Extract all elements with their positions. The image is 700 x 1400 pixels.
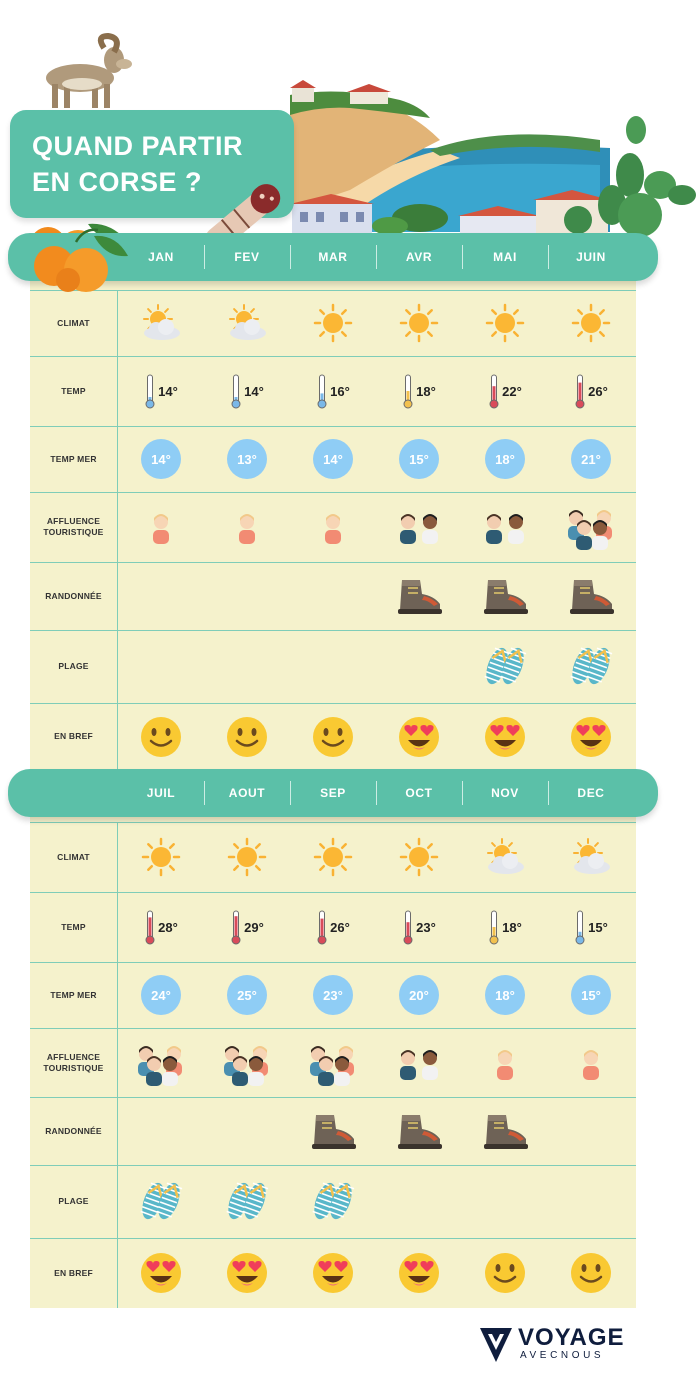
- month-separator: [462, 781, 463, 805]
- thermometer-icon: [488, 373, 500, 409]
- randonnee-cell: [204, 562, 290, 630]
- row-label-text: PLAGE: [58, 661, 89, 671]
- row-label-text: TEMP MER: [50, 989, 97, 1000]
- temp-cell: [118, 356, 204, 426]
- temp-mer-cell: [462, 962, 548, 1028]
- affluence-cell: [204, 492, 290, 562]
- tourist-group-icon: [134, 1040, 188, 1086]
- en-bref-cell: [376, 1238, 462, 1308]
- temp-value: 26°: [588, 383, 608, 399]
- plage-cell: [290, 1165, 376, 1238]
- sea-temp-badge: 18°: [485, 439, 525, 479]
- flip-flops-icon: [481, 642, 529, 692]
- title-line-2: EN CORSE ?: [32, 167, 203, 197]
- randonnee-cell: [290, 1097, 376, 1165]
- randonnee-cell: [548, 562, 634, 630]
- temp-value: 16°: [330, 383, 350, 399]
- sea-temp-badge: 14°: [313, 439, 353, 479]
- temp-mer-cell: [548, 426, 634, 492]
- climat-cell: [204, 822, 290, 892]
- row-label-text: EN BREF: [54, 731, 93, 741]
- month-separator: [290, 245, 291, 269]
- en-bref-cell: [290, 1238, 376, 1308]
- voyage-avecnous-logo[interactable]: [478, 1322, 648, 1368]
- row-label-text: AFFLUENCE: [46, 516, 101, 526]
- sun-icon: [569, 303, 613, 343]
- sea-temp-badge: 18°: [485, 975, 525, 1015]
- temp-value: 14°: [158, 383, 178, 399]
- row-label-text: TOURISTIQUE: [43, 527, 104, 537]
- temp-mer-cell: [376, 426, 462, 492]
- affluence-cell: [290, 1028, 376, 1097]
- temp-cell: [204, 356, 290, 426]
- hiking-boot-icon: [308, 1111, 358, 1151]
- affluence-cell: [462, 1028, 548, 1097]
- temp-value: 14°: [244, 383, 264, 399]
- tangerines-icon: [24, 222, 134, 294]
- en-bref-cell: [118, 703, 204, 770]
- heart-eyes-icon: [483, 715, 527, 759]
- sea-temp-badge: 24°: [141, 975, 181, 1015]
- row-label-climat: [30, 822, 117, 892]
- smiley-icon: [139, 715, 183, 759]
- tourist-group-icon: [564, 504, 618, 550]
- temp-mer-cell: [204, 426, 290, 492]
- temp-cell: [290, 356, 376, 426]
- single-tourist-icon: [319, 508, 347, 546]
- plage-cell: [118, 630, 204, 703]
- row-label-text: TEMP: [61, 921, 86, 932]
- row-label-text: AFFLUENCE: [46, 1051, 101, 1062]
- temp-cell: [462, 892, 548, 962]
- randonnee-cell: [118, 1097, 204, 1165]
- month-aout[interactable]: AOUT: [228, 786, 266, 800]
- climat-cell: [118, 822, 204, 892]
- temp-value: 22°: [502, 383, 522, 399]
- randonnee-cell: [376, 1097, 462, 1165]
- tourist-couple-icon: [394, 508, 444, 546]
- affluence-cell: [204, 1028, 290, 1097]
- temp-value: 15°: [588, 919, 608, 935]
- hiking-boot-icon: [394, 576, 444, 616]
- temp-mer-cell: [118, 426, 204, 492]
- randonnee-cell: [204, 1097, 290, 1165]
- plage-cell: [462, 1165, 548, 1238]
- sea-temp-badge: 14°: [141, 439, 181, 479]
- sun-icon: [483, 303, 527, 343]
- heart-eyes-icon: [569, 715, 613, 759]
- month-mar[interactable]: MAR: [318, 250, 348, 264]
- row-label-affluence: [30, 1028, 117, 1097]
- smiley-icon: [483, 1251, 527, 1295]
- temp-cell: [118, 892, 204, 962]
- thermometer-icon: [230, 373, 242, 409]
- thermometer-icon: [574, 373, 586, 409]
- temp-cell: [548, 356, 634, 426]
- en-bref-cell: [548, 703, 634, 770]
- sun-icon: [311, 837, 355, 877]
- plage-cell: [548, 630, 634, 703]
- climat-cell: [462, 290, 548, 356]
- tourist-couple-icon: [394, 1044, 444, 1082]
- temp-cell: [290, 892, 376, 962]
- temp-value: 18°: [416, 383, 436, 399]
- climat-cell: [376, 290, 462, 356]
- hiking-boot-icon: [480, 576, 530, 616]
- heart-eyes-icon: [397, 1251, 441, 1295]
- thermometer-icon: [316, 373, 328, 409]
- row-label-affluence: [30, 492, 117, 562]
- row-label-text: CLIMAT: [57, 317, 90, 328]
- row-label-randonnee: [30, 1097, 117, 1165]
- sea-temp-badge: 15°: [571, 975, 611, 1015]
- climat-cell: [462, 822, 548, 892]
- single-tourist-icon: [577, 1044, 605, 1082]
- plage-cell: [290, 630, 376, 703]
- month-separator: [204, 781, 205, 805]
- climat-cell: [290, 290, 376, 356]
- sun-icon: [225, 837, 269, 877]
- en-bref-cell: [376, 703, 462, 770]
- row-label-text: PLAGE: [58, 1196, 89, 1206]
- thermometer-icon: [144, 373, 156, 409]
- month-header-bar-2: [8, 769, 658, 817]
- logo-v-icon: [478, 1324, 514, 1364]
- month-juil[interactable]: JUIL: [146, 786, 176, 800]
- sea-temp-badge: 25°: [227, 975, 267, 1015]
- plage-cell: [376, 630, 462, 703]
- title-line-1: QUAND PARTIR: [32, 131, 243, 161]
- affluence-cell: [548, 1028, 634, 1097]
- row-label-randonnee: [30, 562, 117, 630]
- plage-cell: [462, 630, 548, 703]
- row-label-temp: [30, 356, 117, 426]
- randonnee-cell: [462, 1097, 548, 1165]
- randonnee-cell: [462, 562, 548, 630]
- row-label-text: RANDONNÉE: [45, 1125, 102, 1136]
- month-oct[interactable]: OCT: [405, 786, 433, 800]
- temp-value: 26°: [330, 919, 350, 935]
- en-bref-cell: [118, 1238, 204, 1308]
- en-bref-cell: [290, 703, 376, 770]
- logo-main-text: VOYAGE: [518, 1324, 625, 1351]
- climat-cell: [290, 822, 376, 892]
- month-separator: [204, 245, 205, 269]
- plage-cell: [376, 1165, 462, 1238]
- month-separator: [462, 245, 463, 269]
- thermometer-icon: [230, 909, 242, 945]
- plage-cell: [204, 1165, 290, 1238]
- month-separator: [548, 781, 549, 805]
- temp-mer-cell: [462, 426, 548, 492]
- climat-cell: [204, 290, 290, 356]
- temp-mer-cell: [290, 962, 376, 1028]
- plage-cell: [204, 630, 290, 703]
- heart-eyes-icon: [225, 1251, 269, 1295]
- randonnee-cell: [290, 562, 376, 630]
- row-label-text: CLIMAT: [57, 851, 90, 862]
- sun-icon: [397, 837, 441, 877]
- hiking-boot-icon: [480, 1111, 530, 1151]
- month-separator: [548, 245, 549, 269]
- smiley-icon: [225, 715, 269, 759]
- month-juin[interactable]: JUIN: [576, 250, 606, 264]
- affluence-cell: [118, 492, 204, 562]
- plage-cell: [548, 1165, 634, 1238]
- row-label-climat: [30, 290, 117, 356]
- sea-temp-badge: 20°: [399, 975, 439, 1015]
- temp-mer-cell: [290, 426, 376, 492]
- hiking-boot-icon: [394, 1111, 444, 1151]
- single-tourist-icon: [147, 508, 175, 546]
- row-label-plage: [30, 630, 117, 703]
- temp-cell: [462, 356, 548, 426]
- affluence-cell: [376, 492, 462, 562]
- affluence-cell: [290, 492, 376, 562]
- row-label-text: TOURISTIQUE: [43, 1062, 104, 1073]
- tourist-group-icon: [220, 1040, 274, 1086]
- en-bref-cell: [204, 1238, 290, 1308]
- temp-mer-cell: [548, 962, 634, 1028]
- randonnee-cell: [548, 1097, 634, 1165]
- month-fev[interactable]: FEV: [234, 250, 260, 264]
- temp-value: 28°: [158, 919, 178, 935]
- affluence-cell: [118, 1028, 204, 1097]
- temp-mer-cell: [204, 962, 290, 1028]
- month-avr[interactable]: AVR: [405, 250, 433, 264]
- month-separator: [376, 245, 377, 269]
- thermometer-icon: [402, 373, 414, 409]
- row-label-text: TEMP MER: [50, 453, 97, 464]
- thermometer-icon: [488, 909, 500, 945]
- sun-icon: [311, 303, 355, 343]
- sun-cloud-icon: [224, 303, 270, 343]
- row-label-temp: [30, 892, 117, 962]
- month-jan[interactable]: JAN: [148, 250, 174, 264]
- thermometer-icon: [402, 909, 414, 945]
- temp-cell: [548, 892, 634, 962]
- sun-cloud-icon: [482, 837, 528, 877]
- affluence-cell: [462, 492, 548, 562]
- single-tourist-icon: [491, 1044, 519, 1082]
- heart-eyes-icon: [311, 1251, 355, 1295]
- en-bref-cell: [462, 1238, 548, 1308]
- flip-flops-icon: [223, 1177, 271, 1227]
- row-label-en-bref: [30, 1238, 117, 1308]
- randonnee-cell: [118, 562, 204, 630]
- smiley-icon: [311, 715, 355, 759]
- randonnee-cell: [376, 562, 462, 630]
- flip-flops-icon: [567, 642, 615, 692]
- temp-mer-cell: [376, 962, 462, 1028]
- month-separator: [376, 781, 377, 805]
- sun-icon: [139, 837, 183, 877]
- month-nov[interactable]: NOV: [491, 786, 519, 800]
- row-label-temp-mer: [30, 426, 117, 492]
- row-label-text: EN BREF: [54, 1267, 93, 1278]
- en-bref-cell: [204, 703, 290, 770]
- logo-sub-text: AVECNOUS: [520, 1350, 605, 1361]
- hiking-boot-icon: [566, 576, 616, 616]
- heart-eyes-icon: [139, 1251, 183, 1295]
- smiley-icon: [569, 1251, 613, 1295]
- heart-eyes-icon: [397, 715, 441, 759]
- row-label-text: TEMP: [61, 385, 86, 396]
- temp-cell: [376, 892, 462, 962]
- flip-flops-icon: [137, 1177, 185, 1227]
- en-bref-cell: [462, 703, 548, 770]
- row-label-text: RANDONNÉE: [45, 590, 102, 601]
- single-tourist-icon: [233, 508, 261, 546]
- temp-cell: [376, 356, 462, 426]
- month-dec[interactable]: DEC: [577, 786, 605, 800]
- row-label-plage: [30, 1165, 117, 1238]
- flip-flops-icon: [309, 1177, 357, 1227]
- plage-cell: [118, 1165, 204, 1238]
- temp-cell: [204, 892, 290, 962]
- temp-mer-cell: [118, 962, 204, 1028]
- month-sep[interactable]: SEP: [320, 786, 346, 800]
- thermometer-icon: [144, 909, 156, 945]
- en-bref-cell: [548, 1238, 634, 1308]
- affluence-cell: [548, 492, 634, 562]
- climat-cell: [118, 290, 204, 356]
- month-mai[interactable]: MAI: [493, 250, 517, 264]
- climat-cell: [548, 290, 634, 356]
- tourist-couple-icon: [480, 508, 530, 546]
- sun-cloud-icon: [138, 303, 184, 343]
- temp-value: 18°: [502, 919, 522, 935]
- sun-icon: [397, 303, 441, 343]
- month-separator: [290, 781, 291, 805]
- row-label-en-bref: [30, 703, 117, 770]
- sea-temp-badge: 21°: [571, 439, 611, 479]
- thermometer-icon: [316, 909, 328, 945]
- sea-temp-badge: 13°: [227, 439, 267, 479]
- row-label-temp-mer: [30, 962, 117, 1028]
- temp-value: 23°: [416, 919, 436, 935]
- climat-cell: [548, 822, 634, 892]
- sea-temp-badge: 23°: [313, 975, 353, 1015]
- thermometer-icon: [574, 909, 586, 945]
- sea-temp-badge: 15°: [399, 439, 439, 479]
- tourist-group-icon: [306, 1040, 360, 1086]
- climat-cell: [376, 822, 462, 892]
- temp-value: 29°: [244, 919, 264, 935]
- affluence-cell: [376, 1028, 462, 1097]
- sun-cloud-icon: [568, 837, 614, 877]
